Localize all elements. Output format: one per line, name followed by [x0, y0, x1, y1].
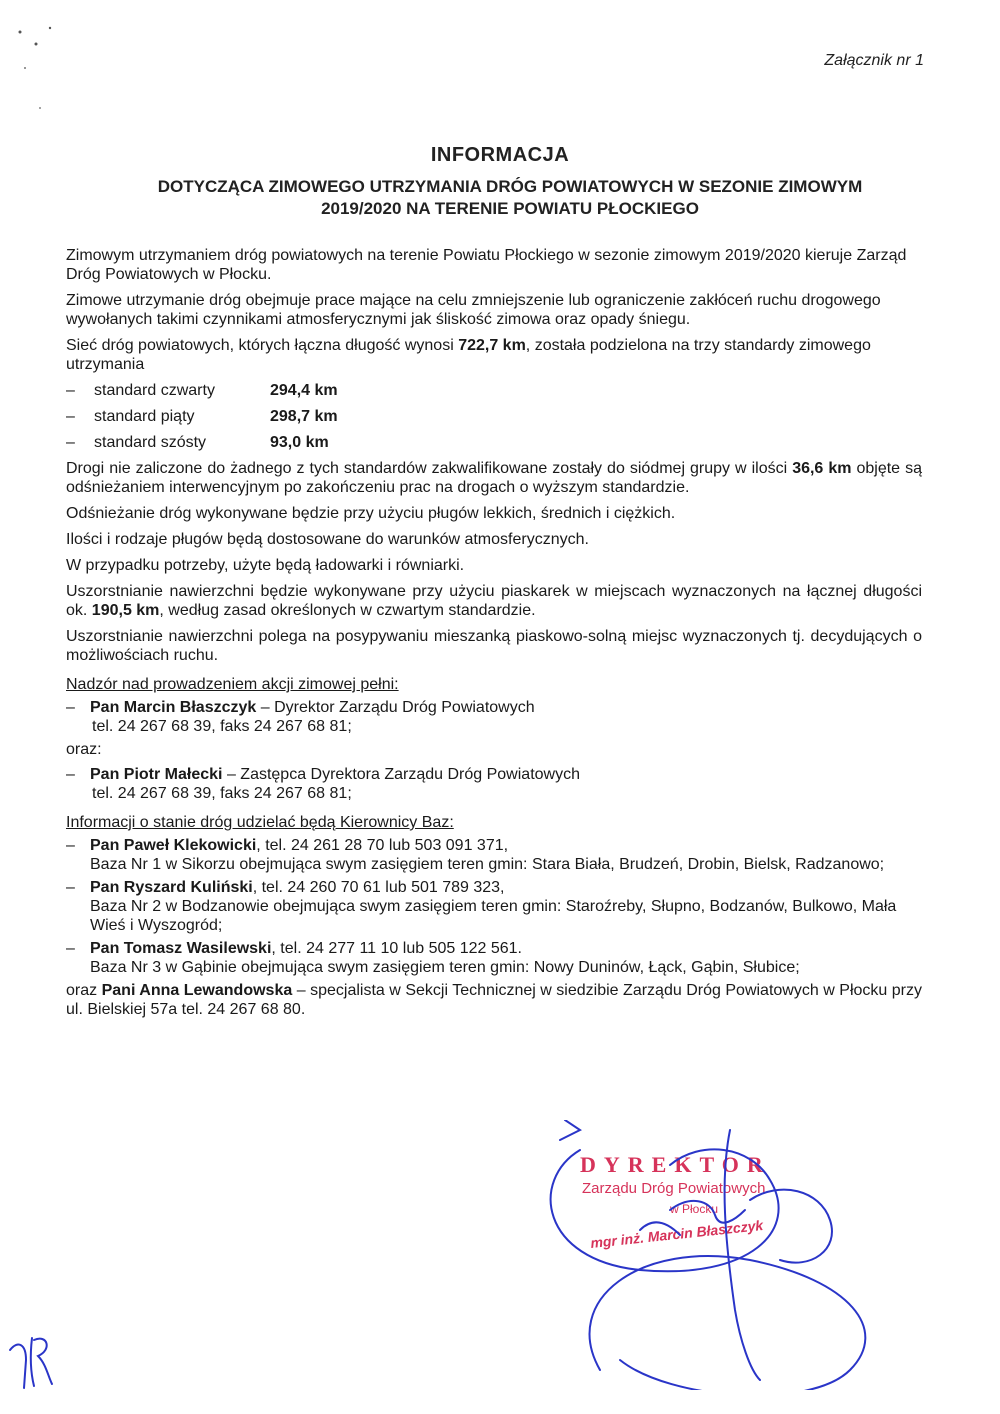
document-body — [66, 246, 922, 1026]
document-subtitle: DOTYCZĄCA ZIMOWEGO UTRZYMANIA DRÓG POWIATOWYCH W SEZONIE ZIMOWYM 2019/2020 NA TERENIE POWIATU PŁOCKIEGO — [157, 177, 863, 218]
standard-item: – standard czwarty 294,4 km — [66, 382, 338, 399]
paragraph-loaders: W przypadku potrzeby, użyte będą ładowarki i równiarki. — [66, 557, 465, 574]
paragraph-gritting: Uszorstnianie nawierzchni będzie wykonywane przy użyciu piaskarek w miejscach wyznaczonych na łącznej długości ok. 190,5 km, według zasad określonych w czwartym standardzie. — [66, 583, 922, 619]
supervision-heading: Nadzór nad prowadzeniem akcji zimowej pełni: — [66, 676, 399, 693]
stamp-organization: Zarządu Dróg Powiatowych — [582, 1180, 766, 1197]
handwritten-signature — [520, 1120, 940, 1390]
paragraph-seventh-group: Drogi nie zaliczone do żadnego z tych standardów zakwalifikowane zostały do siódmej grupy w ilości 36,6 km objęte są odśnieżaniem interwencyjnym po zakończeniu prac na drogach o wyższym standardzie. — [66, 460, 922, 496]
bases-heading: Informacji o stanie dróg udzielać będą Kierownicy Baz: — [66, 814, 454, 831]
standard-item: – standard piąty 298,7 km — [66, 408, 338, 425]
paragraph-ploughs: Odśnieżanie dróg wykonywane będzie przy użyciu pługów lekkich, średnich i ciężkich. — [66, 505, 676, 522]
base-manager-entry: – Pan Paweł Klekowicki, tel. 24 261 28 70 lub 503 091 371, Baza Nr 1 w Sikorzu obejmująca swym zasięgiem teren gmin: Stara Biała, Brudzeń, Drobin, Bielsk, Radzanowo; — [66, 837, 885, 873]
paragraph-scope: Zimowe utrzymanie dróg obejmuje prace mające na celu zmniejszenie lub ograniczenie zakłóceń ruchu drogowego wywołanych takimi czynnikami atmosferycznymi jak śliskość zimowa oraz opady śniegu. — [66, 292, 881, 328]
scan-specks — [10, 10, 70, 120]
stamp-city: w Płocku — [670, 1202, 719, 1216]
paragraph-management: Zimowym utrzymaniem dróg powiatowych na terenie Powiatu Płockiego w sezonie zimowym 2019/2020 kieruje Zarząd Dróg Powiatowych w Płocku. — [66, 247, 907, 283]
stamp-signatory: mgr inż. Marcin Błaszczyk — [589, 1216, 764, 1252]
base-manager-entry: – Pan Tomasz Wasilewski, tel. 24 277 11 10 lub 505 122 561. Baza Nr 3 w Gąbinie obejmująca swym zasięgiem teren gmin: Nowy Duninów, Łąck, Gąbin, Słubice; — [66, 940, 800, 976]
oraz-label: oraz: — [66, 741, 102, 758]
base-manager-entry: – Pan Ryszard Kuliński, tel. 24 260 70 61 lub 501 789 323, Baza Nr 2 w Bodzanowie obejmująca swym zasięgiem teren gmin: Staroźreby, Słupno, Bodzanów, Bulkowo, Mała Wieś i Wyszogród; — [66, 879, 897, 934]
standards-list — [66, 381, 922, 453]
attachment-label: Załącznik nr 1 — [824, 52, 924, 69]
document-title: INFORMACJA — [430, 144, 570, 166]
stamp-title: DYREKTOR — [580, 1152, 771, 1177]
supervisor-entry: – Pan Piotr Małecki – Zastępca Dyrektora Zarządu Dróg Powiatowych tel. 24 267 68 39, faks 24 267 68 81; — [66, 766, 580, 802]
paragraph-gritting-method: Uszorstnianie nawierzchni polega na posypywaniu mieszanką piaskowo-solną miejsc wyznaczonych tj. decydujących o możliwościach ruchu. — [66, 628, 922, 664]
paragraph-specialist: oraz Pani Anna Lewandowska – specjalista w Sekcji Technicznej w siedzibie Zarządu Dróg Powiatowych w Płocku przy ul. Bielskiej 57a tel. 24 267 68 80. — [66, 982, 922, 1018]
supervisor-entry: – Pan Marcin Błaszczyk – Dyrektor Zarządu Dróg Powiatowych tel. 24 267 68 39, faks 24 267 68 81; — [66, 699, 535, 735]
network-length: 722,7 km — [458, 337, 526, 354]
standard-item: – standard szósty 93,0 km — [66, 434, 329, 451]
handwritten-mark — [8, 1330, 58, 1390]
paragraph-plough-types: Ilości i rodzaje pługów będą dostosowane do warunków atmosferycznych. — [66, 531, 589, 548]
paragraph-network: Sieć dróg powiatowych, których łączna długość wynosi 722,7 km, została podzielona na trzy standardy zimowego utrzymania — [66, 337, 871, 373]
